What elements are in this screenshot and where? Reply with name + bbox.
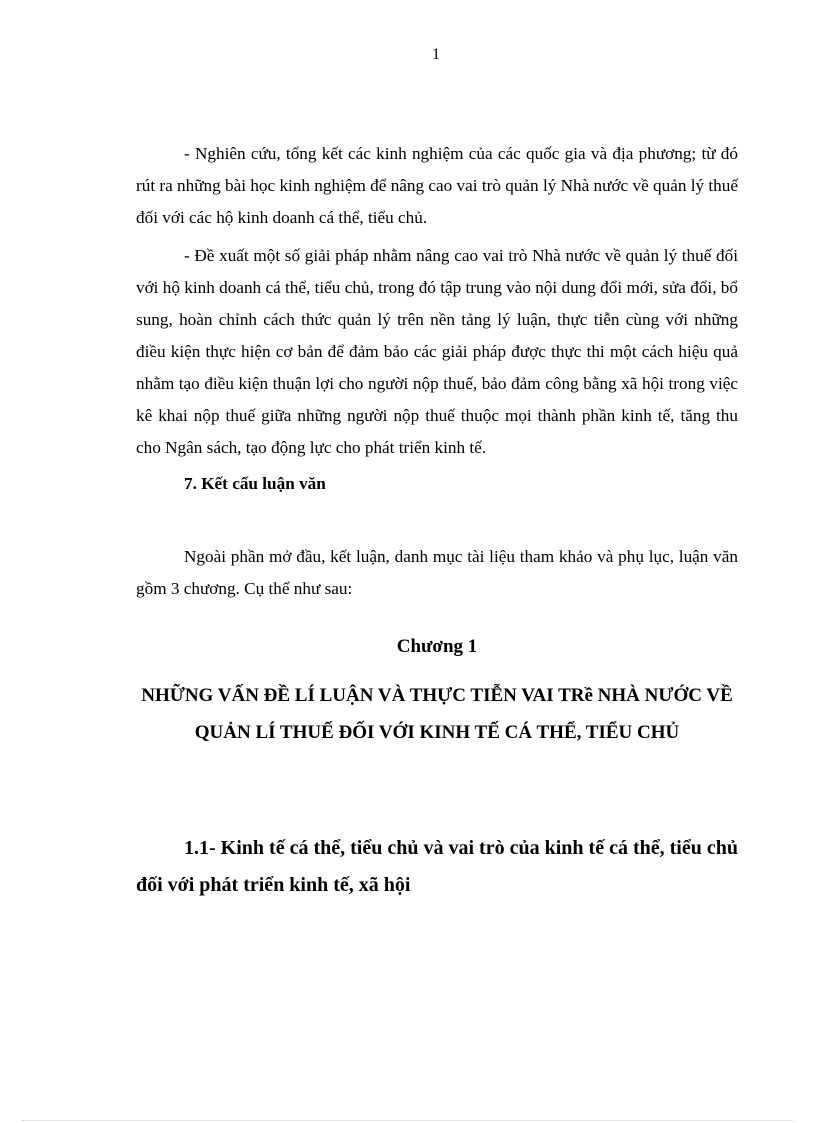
page-bottom-divider <box>22 1120 794 1121</box>
page-number: 1 <box>432 46 440 63</box>
paragraph-research-experience: - Nghiên cứu, tổng kết các kinh nghiệm của các quốc gia và địa phương; từ đó rút ra những bài học kinh nghiệm để nâng cao vai trò quản lý Nhà nước về quản lý thuế đối với các hộ kinh doanh cá thể, tiểu chủ. <box>136 144 738 227</box>
paragraph-proposed-solutions: - Đề xuất một số giải pháp nhằm nâng cao vai trò Nhà nước về quản lý thuế đối với hộ kinh doanh cá thể, tiểu chủ, trong đó tập trung vào nội dung đổi mới, sửa đổi, bổ sung, hoàn chỉnh cách thức quản lý trên nền tảng lý luận, thực tiễn cùng với những điều kiện thực hiện cơ bản để đảm bảo các giải pháp được thực thi một cách hiệu quả nhằm tạo điều kiện thuận lợi cho người nộp thuế, bảo đảm công bằng xã hội trong việc kê khai nộp thuế giữa những người nộp thuế thuộc mọi thành phần kinh tế, tăng thu cho Ngân sách, tạo động lực cho phát triển kinh tế. <box>136 246 738 457</box>
subsection-heading: 1.1- Kinh tế cá thể, tiểu chủ và vai trò của kinh tế cá thể, tiểu chủ đối với phát triển kinh tế, xã hội <box>136 837 738 896</box>
chapter-label: Chương 1 <box>396 636 478 657</box>
chapter-title: NHỮNG VẤN ĐỀ LÍ LUẬN VÀ THỰC TIỄN VAI TRề NHÀ NƯỚC VỀ QUẢN LÍ THUẾ ĐỐI VỚI KINH TẾ CÁ THỂ, TIỂU CHỦ <box>141 685 733 743</box>
paragraph-thesis-outline: Ngoài phần mở đầu, kết luận, danh mục tài liệu tham khảo và phụ lục, luận văn gồm 3 chương. Cụ thể như sau: <box>136 547 738 598</box>
section-heading-thesis-structure: 7. Kết cấu luận văn <box>184 474 326 493</box>
